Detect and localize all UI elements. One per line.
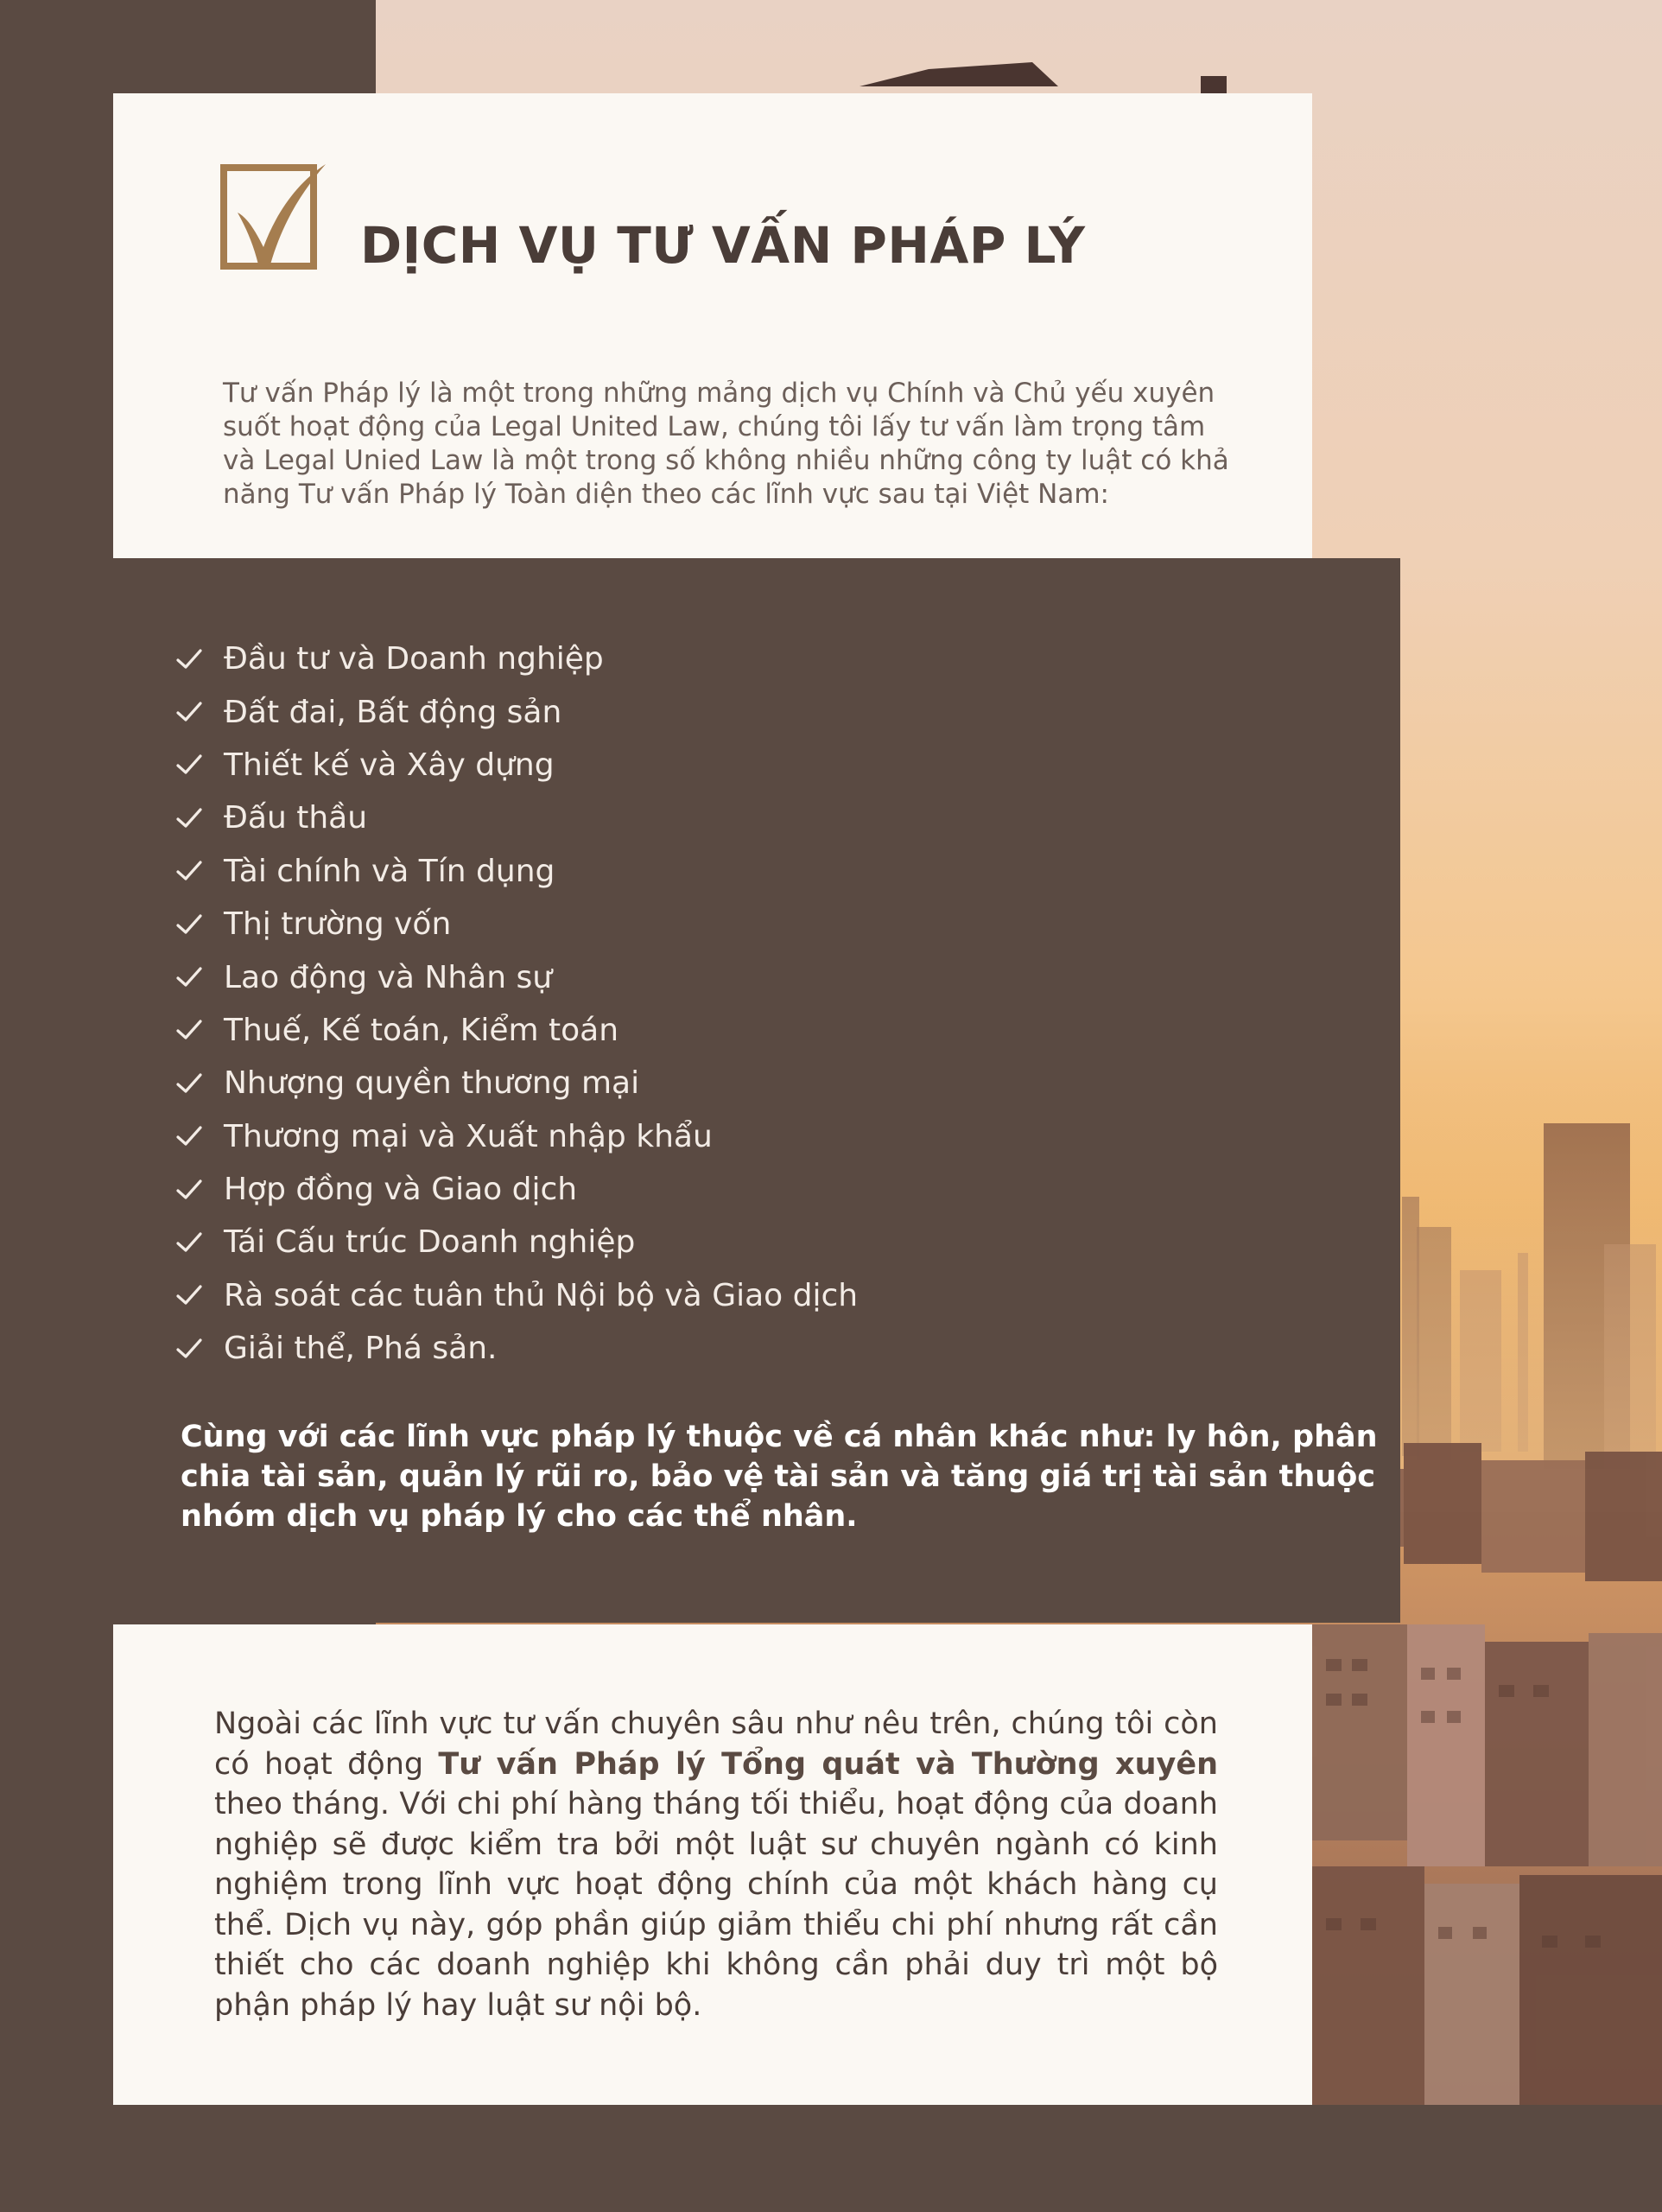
intro-paragraph: Tư vấn Pháp lý là một trong những mảng dịch vụ Chính và Chủ yếu xuyên suốt hoạt động của Legal United Law, chúng tôi lấy tư vấn làm trọng tâm và Legal Unied Law là một trong số không nhiều những công ty luật có khả năng Tư vấn Pháp lý Toàn diện theo các lĩnh vực sau tại Việt Nam: xyxy=(223,378,1229,510)
list-item xyxy=(175,1110,858,1163)
summary-paragraph: Cùng với các lĩnh vực pháp lý thuộc về cá nhân khác như: ly hôn, phân chia tài sản, quản lý rũi ro, bảo vệ tài sản và tăng giá trị tài sản thuộc nhóm dịch vụ pháp lý cho các thể nhân. xyxy=(181,1420,1378,1534)
check-icon xyxy=(175,1337,203,1361)
check-icon xyxy=(175,965,203,989)
list-item xyxy=(175,685,858,738)
list-item xyxy=(175,791,858,844)
service-label: Đấu thầu xyxy=(224,800,368,836)
check-icon xyxy=(175,647,203,671)
checkbox-check-icon xyxy=(219,159,331,280)
page-title: DỊCH VỤ TƯ VẤN PHÁP LÝ xyxy=(360,216,1086,275)
list-item xyxy=(175,1216,858,1268)
service-label: Lao động và Nhân sự xyxy=(224,959,553,995)
list-item xyxy=(175,632,858,685)
check-icon xyxy=(175,1230,203,1255)
service-label: Tài chính và Tín dụng xyxy=(224,853,555,889)
check-icon xyxy=(175,912,203,937)
services-panel xyxy=(113,558,1400,1623)
check-icon xyxy=(175,753,203,777)
list-item xyxy=(175,739,858,791)
general-advice-paragraph xyxy=(214,1704,1218,2025)
bottom-band xyxy=(0,2105,1662,2212)
list-item xyxy=(175,1057,858,1109)
service-label: Rà soát các tuân thủ Nội bộ và Giao dịch xyxy=(224,1277,859,1313)
check-icon xyxy=(175,1178,203,1202)
list-item xyxy=(175,1322,858,1375)
general-advice-card xyxy=(113,1624,1312,2105)
title-card xyxy=(113,93,1312,558)
service-label: Tái Cấu trúc Doanh nghiệp xyxy=(224,1224,636,1261)
advice-text-intro: Ngoài các lĩnh vực tư vấn chuyên sâu như nêu trên, chúng tôi còn có hoạt động xyxy=(214,1707,1218,1782)
service-label: Hợp đồng và Giao dịch xyxy=(224,1172,578,1208)
check-icon xyxy=(175,1283,203,1307)
list-item xyxy=(175,898,858,950)
list-item xyxy=(175,950,858,1003)
service-label: Thị trường vốn xyxy=(224,906,452,943)
service-label: Giải thể, Phá sản. xyxy=(224,1331,498,1367)
check-icon xyxy=(175,1018,203,1042)
service-label: Đầu tư và Doanh nghiệp xyxy=(224,641,604,677)
service-list xyxy=(175,632,858,1375)
check-icon xyxy=(175,1124,203,1148)
advice-highlight: Tư vấn Pháp lý Tổng quát và Thường xuyên xyxy=(438,1746,1218,1782)
list-item xyxy=(175,1269,858,1322)
service-label: Thiết kế và Xây dựng xyxy=(224,747,555,783)
advice-text-body: theo tháng. Với chi phí hàng tháng tối thiểu, hoạt động của doanh nghiệp sẽ được kiểm tra bởi một luật sư chuyên ngành có kinh nghiệm trong lĩnh vực hoạt động chính của một khách hàng cụ thể. Dịch vụ này, góp phần giúp giảm thiểu chi phí nhưng rất cần thiết cho các doanh nghiệp khi không cần phải duy trì một bộ phận pháp lý hay luật sư nội bộ. xyxy=(214,1787,1218,2023)
list-item xyxy=(175,845,858,898)
list-item xyxy=(175,1004,858,1057)
check-icon xyxy=(175,806,203,830)
service-label: Nhượng quyền thương mại xyxy=(224,1065,640,1102)
service-label: Thương mại và Xuất nhập khẩu xyxy=(224,1118,713,1154)
check-icon xyxy=(175,700,203,724)
check-icon xyxy=(175,859,203,883)
service-label: Đất đai, Bất động sản xyxy=(224,694,562,730)
service-label: Thuế, Kế toán, Kiểm toán xyxy=(224,1012,619,1048)
check-icon xyxy=(175,1071,203,1096)
list-item xyxy=(175,1163,858,1216)
